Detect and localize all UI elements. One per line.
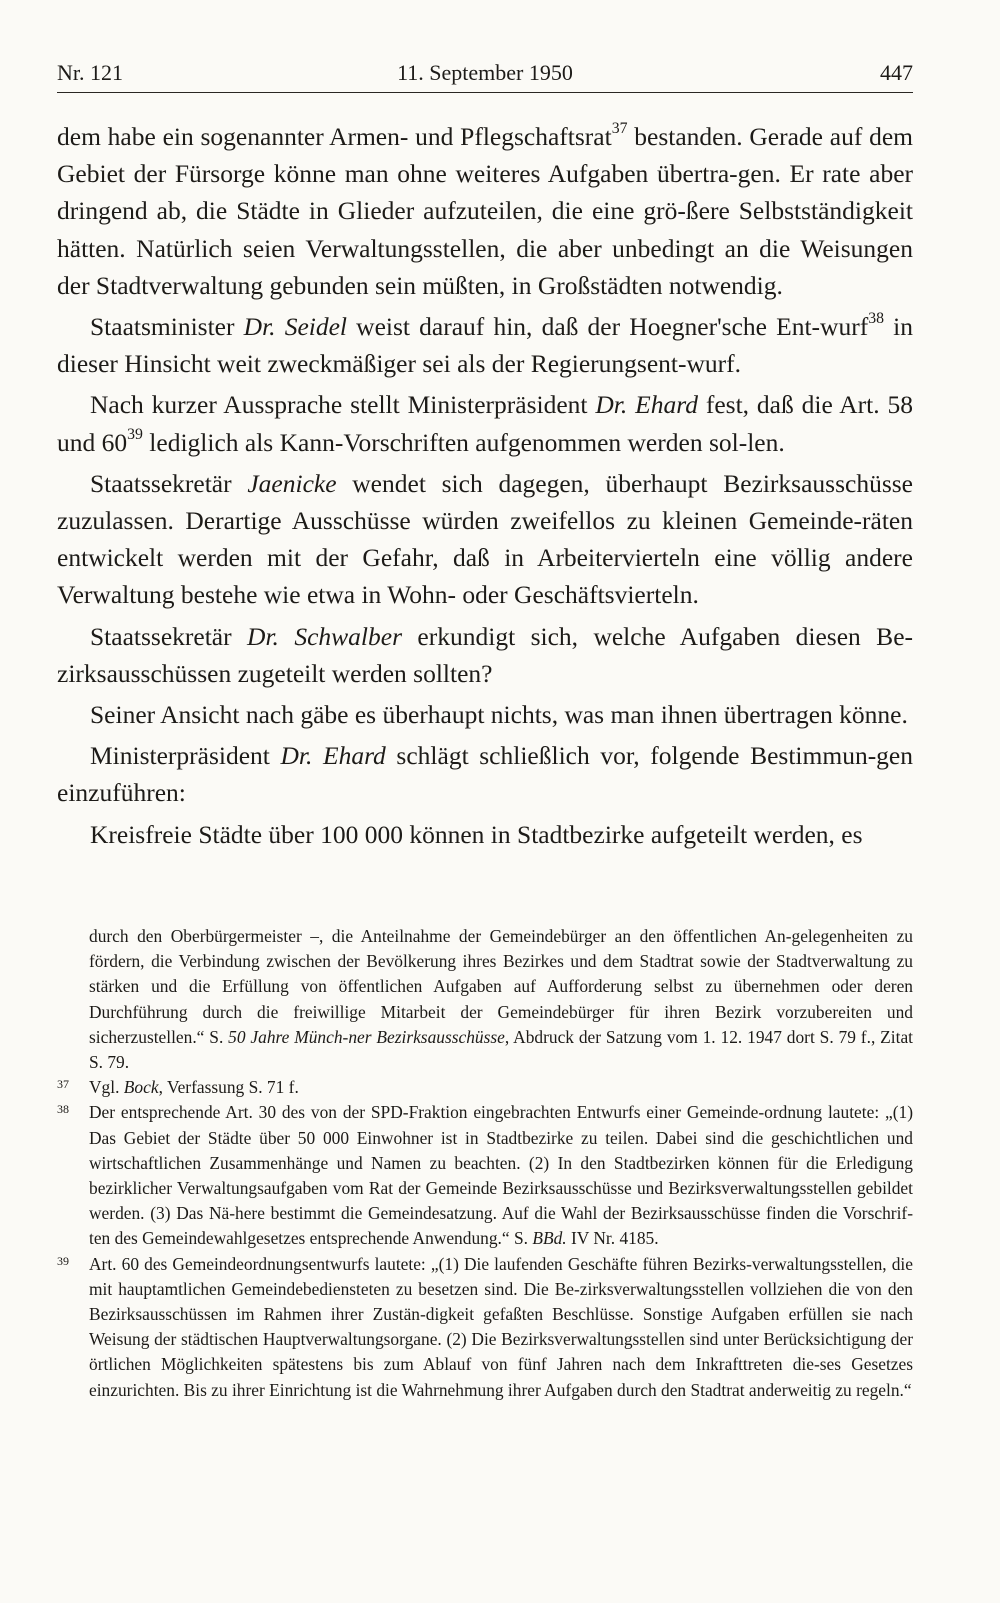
text-span: bestanden. Gerade auf dem Gebiet der Fürsorge könne man ohne weiteres Aufgaben übertra-gen. Er rate aber dringend ab, die Städte in Glieder aufzuteilen, die eine grö-ßere Selbstständigkeit hätten. Natürlich seien Verwaltungsstellen, die aber unbedingt an die Weisungen der Stadtverwaltung gebunden sein müßten, in Großstädten notwendig. bbox=[57, 122, 913, 300]
text-span: , Abdruck der Satzung vom 1. 12. 1947 dort S. 79 f., Zitat S. 79. bbox=[89, 1026, 913, 1073]
footnote-number: 37 bbox=[57, 1077, 69, 1092]
footnote-ref-38: 38 bbox=[868, 310, 884, 328]
text-span: Staatssekretär bbox=[90, 621, 248, 651]
document-number: Nr. 121 bbox=[57, 60, 123, 85]
author-name: Bock bbox=[123, 1077, 159, 1098]
paragraph: Seiner Ansicht nach gäbe es überhaupt nichts, was man ihnen übertragen könne. bbox=[90, 700, 908, 730]
footnote-number: 39 bbox=[57, 1253, 69, 1268]
footnotes bbox=[57, 924, 913, 1403]
text-span: Staatsminister bbox=[90, 312, 244, 342]
text-span: in dieser Hinsicht weit zweckmäßiger sei als der Regierungsent-wurf. bbox=[57, 312, 913, 379]
paragraph bbox=[57, 618, 913, 692]
work-title: 50 Jahre Münch-ner Bezirksausschüsse bbox=[228, 1026, 505, 1047]
speaker-name: Jaenicke bbox=[247, 468, 337, 498]
header-date: 11. September 1950 bbox=[397, 60, 573, 85]
paragraph bbox=[57, 118, 913, 304]
text-span: schlägt schließlich vor, folgende Bestimmun-gen einzuführen: bbox=[57, 741, 914, 808]
text-span: Vgl. bbox=[89, 1077, 124, 1098]
paragraph bbox=[57, 386, 913, 460]
text-span: weist darauf hin, daß der Hoegner'sche Ent-wurf bbox=[347, 312, 869, 342]
text-span: Nach kurzer Aussprache stellt Ministerpräsident bbox=[90, 390, 596, 420]
text-span: Art. 60 des Gemeindeordnungsentwurfs lautete: „(1) Die laufenden Geschäfte führen Bezirks-verwaltungsstellen, die mit hauptamtlichen Gemeindebediensteten zu besetzen sind. Die Be-zirksverwaltungsstellen vollziehen die von den Bezirksausschüssen im Rahmen ihrer Zustän-digkeit gefaßten Beschlüsse. Sonstige Aufgaben erfüllen sie nach Weisung der städtischen Hauptverwaltungsorgane. (2) Die Bezirksverwaltungsstellen sind unter Berücksichtigung der örtlichen Möglichkeiten spätestens bis zum Ablauf von fünf Jahren nach dem Inkrafttreten die-ses Gesetzes einzurichten. Bis zu ihrer Einrichtung ist die Wahrnehmung ihrer Aufgaben durch den Stadtrat anderweitig zu regeln.“ bbox=[89, 1253, 913, 1400]
source-abbreviation: BBd. bbox=[532, 1228, 567, 1249]
main-text bbox=[57, 118, 913, 853]
speaker-name: Dr. Ehard bbox=[280, 741, 386, 771]
paragraph bbox=[57, 465, 913, 614]
speaker-name: Dr. Seidel bbox=[243, 312, 348, 342]
text-span: Ministerpräsident bbox=[90, 741, 281, 771]
footnote-39 bbox=[57, 1252, 913, 1403]
footnote-continuation bbox=[57, 924, 913, 1075]
text-span: , Verfassung S. 71 f. bbox=[158, 1077, 299, 1098]
footnote-ref-39: 39 bbox=[127, 425, 143, 443]
paragraph bbox=[57, 737, 913, 811]
text-span: erkundigt sich, welche Aufgaben diesen Be-zirksausschüssen zugeteilt werden sollten? bbox=[57, 621, 914, 688]
speaker-name: Dr. Schwalber bbox=[247, 621, 402, 651]
paragraph bbox=[57, 308, 913, 382]
footnote-37 bbox=[57, 1075, 913, 1100]
text-span: Staatssekretär bbox=[90, 468, 248, 498]
text-span: dem habe ein sogenannter Armen- und Pflegschaftsrat bbox=[57, 122, 612, 151]
text-span: durch den Oberbürgermeister –, die Anteilnahme der Gemeindebürger an den öffentlichen An-gelegenheiten zu fördern, die Verbindung zwischen der Bevölkerung ihres Bezirkes und dem Stadtrat sowie der Stadtverwaltung zu stärken und die Erfüllung von öffentlichen Aufgaben auf Aufforderung selbst zu übernehmen oder deren Durchführung durch die freiwillige Mitarbeit der Gemeindebürger für ihren Bezirk vorzubereiten und sicherzustellen.“ S. bbox=[89, 926, 913, 1047]
paragraph: Kreisfreie Städte über 100 000 können in Stadtbezirke aufgeteilt werden, es bbox=[90, 819, 863, 849]
speaker-name: Dr. Ehard bbox=[595, 390, 698, 420]
text-span: wendet sich dagegen, überhaupt Bezirksausschüsse zuzulassen. Derartige Ausschüsse würden zweifellos zu kleinen Gemeinde-räten entwickelt werden mit der Gefahr, daß in Arbeitervierteln eine völlig andere Verwaltung bestehe wie etwa in Wohn- oder Geschäftsvierteln. bbox=[57, 468, 913, 610]
text-span: lediglich als Kann-Vorschriften aufgenommen werden sol-len. bbox=[142, 427, 785, 457]
footnote-ref-37: 37 bbox=[611, 120, 628, 138]
text-span: IV Nr. 4185. bbox=[566, 1228, 659, 1249]
text-span: Der entsprechende Art. 30 des von der SPD-Fraktion eingebrachten Entwurfs einer Gemeinde-ordnung lautete: „(1) Das Gebiet der Städte über 50 000 Einwohner ist in Stadtbezirke zu teilen. Dabei sind die geschichtlichen und wirtschaftlichen Zusammenhänge und Namen zu beachten. (2) In den Stadtbezirken können für die Erledigung bezirklicher Verwaltungsaufgaben vom Rat der Gemeinde Bezirksausschüsse und Bezirksverwaltungsstellen gebildet werden. (3) Das Nä-here bestimmt die Gemeindesatzung. Auf die Wahl der Bezirksausschüsse finden die Vorschrif-ten des Gemeindewahlgesetzes entsprechende Anwendung.“ S. bbox=[89, 1102, 913, 1249]
footnote-number: 38 bbox=[57, 1102, 69, 1117]
running-header bbox=[57, 58, 913, 93]
footnote-38 bbox=[57, 1100, 913, 1251]
text-span: fest, daß die Art. 58 und 60 bbox=[57, 390, 914, 457]
page-number: 447 bbox=[880, 60, 913, 85]
